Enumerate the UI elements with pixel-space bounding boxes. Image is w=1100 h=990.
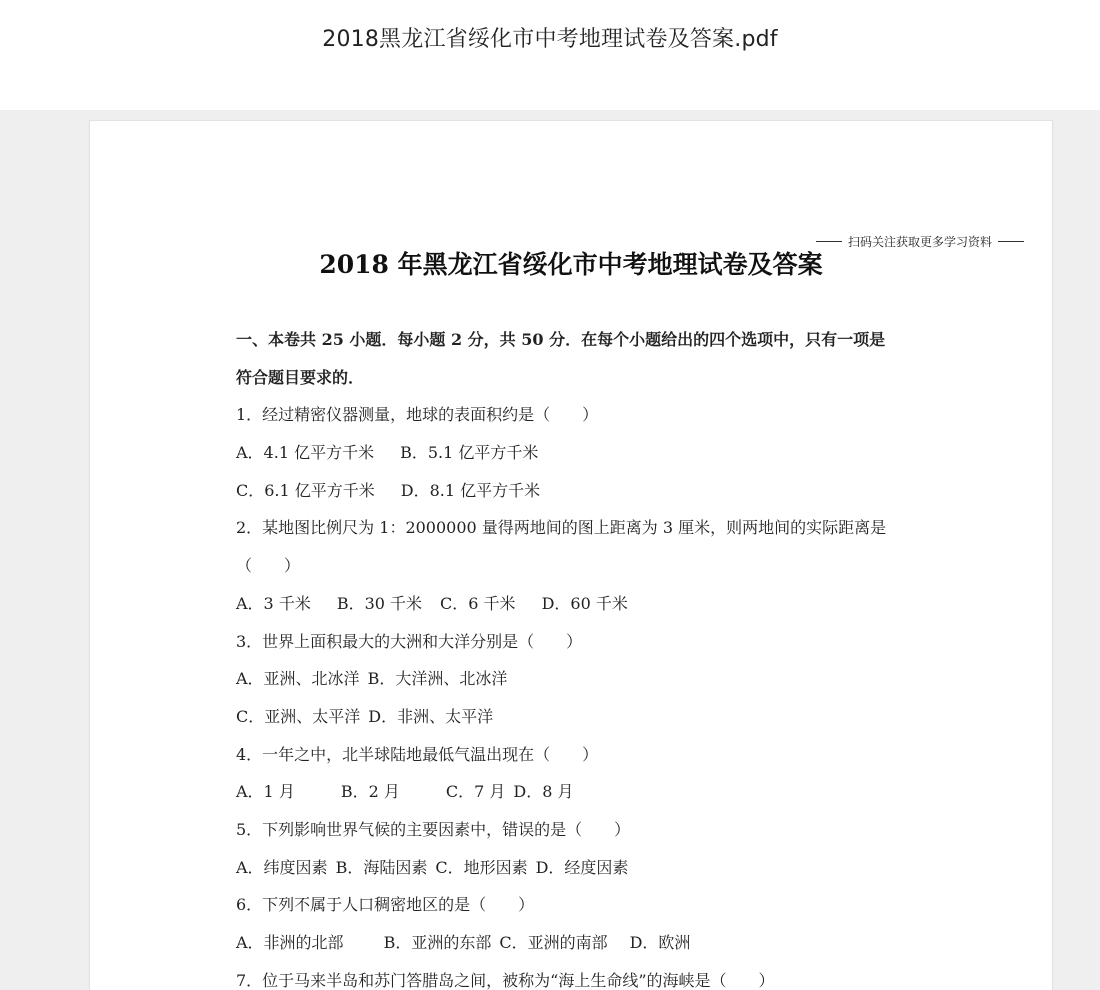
- option-a: A．非洲的北部: [236, 933, 344, 952]
- option-c: C．6 千米: [440, 593, 516, 613]
- option-d: D．60 千米: [541, 593, 628, 613]
- section-instruction: 一、本卷共 25 小题．每小题 2 分，共 50 分．在每个小题给出的四个选项中，只有一项是: [236, 330, 886, 349]
- question-1: 1．经过精密仪器测量，地球的表面积约是（ ）: [236, 405, 599, 425]
- question-5-options: [236, 858, 936, 896]
- section-instruction-cont: 符合题目要求的．: [236, 367, 365, 387]
- question-5: 5．下列影响世界气候的主要因素中，错误的是（ ）: [236, 819, 631, 839]
- watermark-dash-left: [816, 241, 842, 243]
- watermark-text: 扫码关注获取更多学习资料: [847, 235, 992, 249]
- question-2-options: [236, 594, 936, 632]
- option-c: C．地形因素: [435, 857, 528, 877]
- question-4: 4．一年之中，北半球陆地最低气温出现在（ ）: [236, 744, 599, 764]
- option-b: B．5.1 亿平方千米: [400, 443, 539, 463]
- question-7: 7．位于马来半岛和苏门答腊岛之间，被称为“海上生命线”的海峡是（ ）: [236, 970, 775, 990]
- question-3: 3．世界上面积最大的大洲和大洋分别是（ ）: [236, 631, 583, 651]
- pdf-viewer[interactable]: [0, 110, 1100, 990]
- question-1-options-row-1: [236, 443, 936, 481]
- question-2-cont: （ ）: [236, 556, 301, 576]
- option-c: C．6.1 亿平方千米: [236, 480, 375, 500]
- question-6: 6．下列不属于人口稠密地区的是（ ）: [236, 895, 535, 915]
- question-3-options-row-2: [236, 707, 936, 745]
- question-6-options: [236, 933, 936, 971]
- option-c: C．7 月: [445, 782, 506, 802]
- option-a: A．纬度因素: [236, 857, 328, 877]
- option-d: D．8 月: [513, 782, 574, 802]
- pdf-page: [90, 121, 1052, 990]
- option-d: D．经度因素: [535, 857, 629, 877]
- option-d: D．非洲、太平洋: [368, 706, 494, 726]
- option-d: D．8.1 亿平方千米: [400, 480, 541, 500]
- document-header: [0, 0, 1100, 110]
- option-a: A．1 月: [236, 782, 295, 802]
- option-b: B．海陆因素: [335, 857, 428, 877]
- question-3-options-row-1: [236, 669, 936, 707]
- option-b: B．亚洲的东部: [383, 933, 492, 952]
- option-c: C．亚洲、太平洋: [236, 706, 361, 726]
- option-a: A．亚洲、北冰洋: [236, 669, 360, 689]
- exam-title: 2018 年黑龙江省绥化市中考地理试卷及答案: [319, 250, 823, 279]
- question-1-options-row-2: [236, 481, 936, 519]
- option-a: A．3 千米: [236, 593, 311, 613]
- question-4-options: [236, 782, 936, 820]
- exam-content: [236, 330, 936, 990]
- option-b: B．30 千米: [336, 593, 423, 613]
- question-2: 2．某地图比例尺为 1：2000000 量得两地间的图上距离为 3 厘米，则两地间的实际距离是: [236, 518, 887, 538]
- option-b: B．2 月: [340, 782, 400, 802]
- document-title: 2018黑龙江省绥化市中考地理试卷及答案.pdf: [322, 27, 778, 52]
- option-b: B．大洋洲、北冰洋: [367, 669, 508, 689]
- watermark-dash-right: [998, 241, 1024, 243]
- option-a: A．4.1 亿平方千米: [236, 443, 375, 463]
- option-d: D．欧洲: [629, 933, 691, 952]
- option-c: C．亚洲的南部: [499, 933, 608, 952]
